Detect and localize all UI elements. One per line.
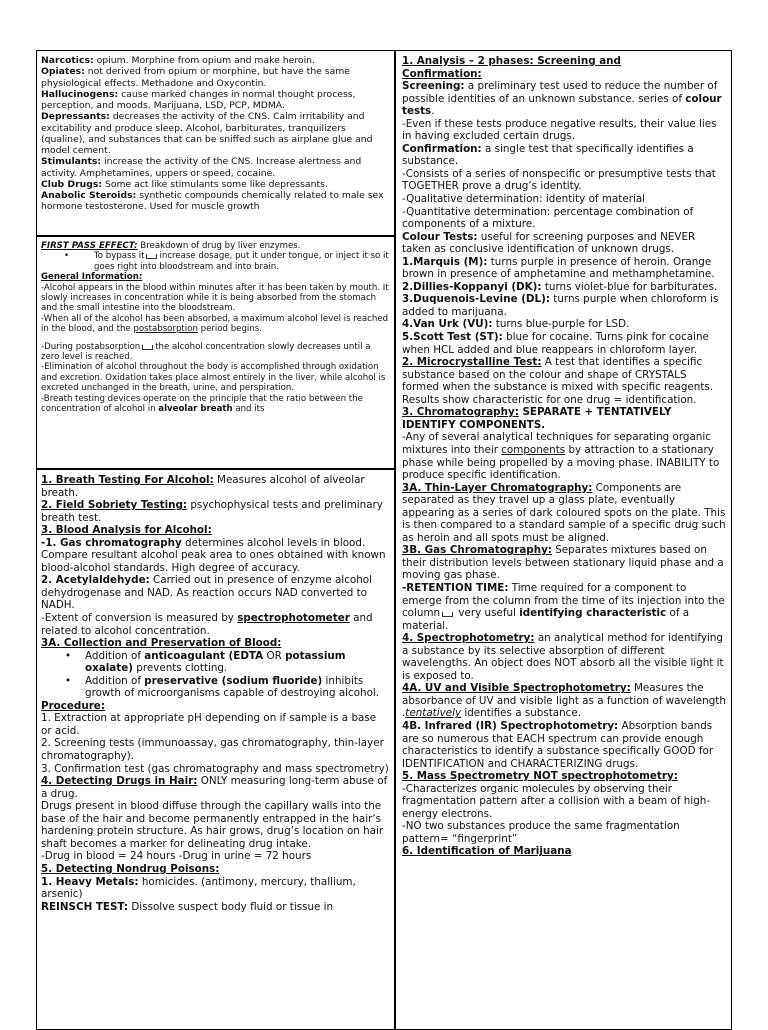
procedure-step: 2. Screening tests (immunoassay, gas chromatography, thin-layer chromatography). [41,737,384,763]
section-microcrystalline: 2. Microcrystalline Test: A test that identifies a specific substance based on the colour and shape of CRYSTALS formed when the substance is mixed with specific reagents. Results show characteristic for one drug = identification. [402,356,714,406]
fpe-heading: FIRST PASS EFFECT: [41,241,138,251]
test-scott: 5.Scott Test (ST): blue for cocaine. Turns pink for cocaine when HCL added and blue reappears in chloroform layer. [402,331,709,356]
drug-entry: Narcotics: opium. Morphine from opium and make heroin. [41,55,315,66]
fpe-paragraph: -During postabsorption the alcohol concentration slowly decreases until a zero level is reached. [41,341,371,363]
section-uv-visible: 4A. UV and Visible Spectrophotometry: Measures the absorbance of UV and visible light as a function of wavelength .tentatively identifies a substance. [402,682,726,720]
test-marquis: 1.Marquis (M): turns purple in presence of heroin. Orange brown in presence of amphetamine and methamphetamine. [402,255,715,281]
first-pass-effect-box [36,236,395,469]
section-spectrophotometry: 4. Spectrophotometry: an analytical method for identifying a substance by its selective absorption of different wavelengths. An object does NOT absorb all the visible light it is exposed to. [402,632,724,682]
section-breath: 1. Breath Testing For Alcohol: Measures alcohol of alveolar breath. [41,474,365,499]
analysis-paragraph: -Quantitative determination: percentage combination of components of a mixture. [402,205,694,231]
analysis-paragraph: -NO two substances produce the same fragmentation pattern= “fingerprint” [402,820,680,845]
drug-classes-box [36,50,395,236]
analysis-box [395,50,732,1030]
analysis-title: 1. Analysis – 2 phases: Screening and [402,55,621,67]
confirmation-line: Confirmation: a single test that specifically identifies a substance. [402,142,694,168]
section-blood-analysis: 3. Blood Analysis for Alcohol: [41,524,212,537]
procedure-step: 1. Extraction at appropriate pH depending on if sample is a base or acid. [41,712,377,737]
heavy-metals-line: 1. Heavy Metals: homicides. (antimony, mercury, thallium, arsenic) [41,875,356,901]
section-nondrug: 5. Detecting Nondrug Poisons: [41,862,220,875]
test-duquenois-levine: 3.Duquenois-Levine (DL): turns purple when chloroform is added to marijuana. [402,293,719,318]
section-infrared: 4B. Infrared (IR) Spectrophotometry: Absorption bands are so numerous that EACH spectrum can provide enough characteristics to identify a substance specifically GOOD for IDENTIFICATION and CHARACTERIZING drugs. [402,719,714,770]
procedure-step: 3. Confirmation test (gas chromatography and mass spectrometry) [41,762,389,775]
fpe-paragraph: -Elimination of alcohol throughout the body is accomplished through oxidation and excretion. Oxidation takes place almost entirely in the liver, while alcohol is excreted unchanged in the breath, urine, and perspiration. [41,362,386,394]
drug-entry: Depressants: decreases the activity of the CNS. Calm irritability and excitability and produce sleep. Alcohol, barbiturates, tranquilizers (qualine), and substances that can be sniffed such as airplane glue and model cement. [41,111,373,156]
reinsch-line: REINSCH TEST: Dissolve suspect body fluid or tissue in [41,900,334,913]
test-van-urk: 4.Van Urk (VU): turns blue-purple for LSD. [402,318,630,331]
analysis-paragraph: -Any of several analytical techniques for separating organic mixtures into their components by attraction to a stationary phase while being propelled by a moving phase. INABILITY to produce specific identification. [402,431,720,482]
section-gas-chromatography: 3B. Gas Chromatography: Separates mixtures based on their distribution levels between stationary liquid phase and a moving gas phase. [402,544,724,582]
compare-line: Compare resultant alcohol peak area to ones obtained with known blood-alcohol standards. High degree of accuracy. [41,549,386,574]
test-dillies-koppanyi: 2.Dillies-Koppanyi (DK): turns violet-blue for barbiturates. [402,280,718,293]
section-tlc: 3A. Thin-Layer Chromatography: Components are separated as they travel up a glass plate, eventually appearing as a series of dark coloured spots on the plate. This is then compared to a standard sample of a specific drug such as heroin and all spots must be aligned. [402,481,726,544]
section-field-sobriety: 2. Field Sobriety Testing: psychophysical tests and preliminary breath test. [41,499,383,524]
gas-chromatography-line: -1. Gas chromatography determines alcohol levels in blood. [41,536,366,549]
bullet-icon: • [65,649,72,662]
drug-entry: Club Drugs: Some act like stimulants some like depressants. [41,178,328,190]
section-mass-spectrometry: 5. Mass Spectrometry NOT spectrophotometry: [402,770,678,783]
analysis-paragraph: -Characterizes organic molecules by observing their fragmentation pattern after a collision with a beam of high-energy electrons. [402,782,711,820]
drug-entry: Hallucinogens: cause marked changes in normal thought process, perception, and moods. Marijuana, LSD, PCP, MDMA. [41,88,356,111]
hair-paragraph: Drugs present in blood diffuse through the capillary walls into the base of the hair and become permanently entrapped in the hair’s hardening protein structure. As hair grows, drug’s location on hair shaft becomes a marker for delineating drug intake. [41,800,384,850]
section-marijuana-cut: 6. Identification of Marijuana [402,845,572,858]
general-info-heading: General Information: [41,272,143,283]
section-hair: 4. Detecting Drugs in Hair: ONLY measuring long-term abuse of a drug. [41,775,388,800]
analysis-paragraph: -Qualitative determination: identity of material [402,193,646,206]
fpe-paragraph: -Alcohol appears in the blood within minutes after it has been taken by mouth. It slowly increases in concentration while it is being absorbed from the stomach and the small intestine into the bloodstream. [41,282,389,314]
analysis-title-2: Confirmation: [402,67,482,80]
drug-entry: Opiates: not derived from opium or morphine, but have the same physiological effects. Methadone and Oxycontin. [41,66,350,89]
alcohol-testing-box [36,469,395,1030]
drug-entry: Anabolic Steroids: synthetic compounds chemically related to male sex hormone testosterone. Used for muscle growth [41,190,384,213]
fpe-paragraph: -When all of the alcohol has been absorbed, a maximum alcohol level is reached in the blood, and the postabsorption period begins. [41,313,389,335]
detection-times: -Drug in blood = 24 hours -Drug in urine = 72 hours [41,850,312,863]
arrow-icon [146,254,157,259]
fpe-bullet: • To bypass it increase dosage, put it under tongue, or inject it so it goes right into bloodstream and into brain. [64,251,389,272]
arrow-icon [442,612,453,617]
section-chromatography: 3. Chromatography: SEPARATE + TENTATIVELY IDENTIFY COMPONENTS. [402,406,672,431]
section-collection: 3A. Collection and Preservation of Blood: [41,637,282,650]
retention-time-line: -RETENTION TIME: Time required for a component to emerge from the column from the time of its injection into the column very useful identifying characteristic of a material. [402,581,725,632]
bullet-icon: • [65,674,72,687]
screening-line: Screening: a preliminary test used to reduce the number of possible identities of an unknown substance. series of colour tests. [402,80,722,118]
fpe-paragraph: -Breath testing devices operate on the principle that the ratio between the concentration of alcohol in alveolar breath and its [41,393,363,415]
colour-tests-line: Colour Tests: useful for screening purposes and NEVER taken as conclusive identification of unknown drugs. [402,230,696,256]
bullet-anticoagulant: • Addition of anticoagulant (EDTA OR potassium oxalate) prevents clotting. [65,649,346,675]
arrow-icon [142,345,153,350]
drug-entry: Stimulants: increase the activity of the CNS. Increase alertness and activity. Amphetamines, uppers or speed, cocaine. [41,156,362,179]
extent-line: -Extent of conversion is measured by spectrophotometer and related to alcohol concentration. [41,612,373,637]
bullet-preservative: • Addition of preservative (sodium fluoride) inhibits growth of microorganisms capable of destroying alcohol. [65,674,380,700]
acetylaldehyde-line: 2. Acetylaldehyde: Carried out in presence of enzyme alcohol dehydrogenase and NAD. As reaction occurs NAD converted to NADH. [41,574,372,612]
fpe-heading-line: FIRST PASS EFFECT: Breakdown of drug by liver enzymes. [41,241,301,251]
procedure-heading: Procedure: [41,699,105,712]
analysis-paragraph: -Even if these tests produce negative results, their value lies in having excluded certain drugs. [402,117,717,143]
bullet-icon: • [64,251,70,262]
analysis-paragraph: -Consists of a series of nonspecific or presumptive tests that TOGETHER prove a drug’s identity. [402,167,716,193]
